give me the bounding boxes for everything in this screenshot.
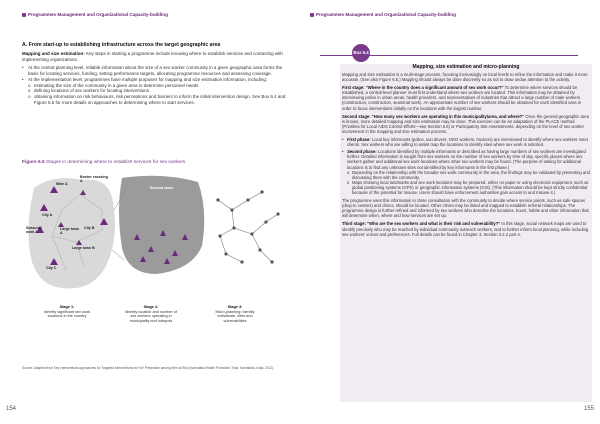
box-sub-bullet: o Depending on the relationship with the broader sex work community in the area, the findings may be validated by presenting and discussing them with the community.	[347, 169, 590, 180]
stage-2-caption: Stage 2: Identify location and number of sex workers operating in municipality and hotspots	[125, 305, 177, 323]
box-bullet: • Second phase: Locations identified by multiple informants or described as having large numbers of sex workers are investigated further. Detailed information is sought from sex workers on the number of sex workers by time of day, specific places where sex workers gather and additional sex work locations where other sex workers may be found. (The purpose of asking for additional locations is to find any unknown sites not identified by key informants in the first phase.)	[342, 149, 586, 170]
location-marker	[80, 190, 86, 195]
map-label-seasonal: Seasonal work A	[26, 226, 42, 234]
box-paragraph: Third stage: "Who are the sex workers and what is their risk and vulnerability?" In this stage, social network maps are used to identify precisely who may be reached by individual community outreach workers, and to further inform local planning, while including sex workers' voices and preferences. Full details can be found in Chapter 3, Section 3.2.2 part A.	[342, 221, 589, 237]
box-paragraph: First stage: "Where in the country does a significant amount of sex work occur?" To determine where services should be established, a central-level planner must first understand where sex workers are located. This information may be obtained by interviewing police in urban areas, health providers, and representatives of industries that attract a large number of male workers (construction, construction, seasonal work). An approximate number of sex workers should be obtained for each identified area in order to focus interventions initially on the locations with the largest number.	[342, 85, 582, 111]
box-sub-bullet: o Maps showing local landmarks and sex work locations may be prepared, either on paper or using electronic equipment, such as global positioning systems (GPS) or geographic information systems (GIS). (This information should be kept strictly confidential because of the potential for misuse. Users should have enforcement authorities gain access to and misuse it.)	[347, 179, 589, 195]
page-number-right: 155	[583, 406, 594, 412]
stage-1-caption: Stage 1: Identify significant sex work locations in the country	[43, 305, 91, 318]
box-bullet: • First phase: Local key informants (police, taxi drivers, NGO workers, truckers) are interviewed to identify where sex workers meet clients. Sex workers who are willing to assist map the locations to identify sites where sex work is solicited.	[342, 137, 588, 148]
map-label-city-c: City C	[46, 266, 57, 270]
map-label-large-town-b: Large town B	[72, 246, 95, 250]
figure-caption: Figure 6.5 Stages in determining where to establish services for sex workers	[22, 160, 186, 165]
box-tag: Box 6.4	[352, 44, 370, 62]
running-head-marker	[310, 13, 314, 17]
right-page	[300, 0, 600, 424]
section-title: A. From start-up to establishing infrastructure across the target geographic area	[22, 42, 221, 48]
page-number-left: 154	[6, 406, 17, 412]
zoom-connector	[112, 250, 124, 260]
map-label-second-zoom: Second zoom	[150, 186, 174, 190]
figure-source: Source: Adapted from Key Interventions Approaches for Targeted Interventions for HIV Prevention among Men at Risk (Karnataka Health Promotion Trust, Karnataka, India, 2012).	[22, 366, 275, 370]
intro-paragraph: Mapping and size estimation: Key steps in starting a programme include knowing where to establish services and contacting with implementing organizations.	[22, 51, 283, 62]
location-marker	[100, 218, 108, 225]
box-paragraph: The programme uses this information in close consultation with the community to decide where service points, such as safe spaces (drop-in centres) and clinics, should be located. Other clinics may be listed and mapped to establish referral relationships. The programme design is further refined and informed by sex workers who describe the locations, hours, habits and other information that will determine when, where and how services are set up.	[342, 198, 589, 219]
location-marker	[76, 240, 82, 245]
figure-maps	[22, 170, 288, 298]
social-network-diagram	[218, 192, 278, 262]
box-title: Mapping, size estimation and micro-planning	[412, 64, 520, 70]
sub-bullet-item: o defining locations of sex workers for locating interventions	[28, 88, 150, 94]
running-head-left: Programmes Management and Organizational Capacity-building	[22, 12, 168, 17]
sub-bullet-item: o estimating the size of the community in a given area to determine personnel needs	[28, 82, 199, 88]
map-label-city-a: City A	[42, 213, 53, 217]
location-marker	[50, 186, 58, 193]
municipality-map	[119, 176, 204, 274]
map-label-city-b: City B	[84, 226, 95, 230]
sub-bullet-item: o obtaining information on risk behaviours, risk perceptions and barriers to inform the initial intervention design. See Box 6.4 and Figure 6.5 for more details on approaches to determining where to start services.	[28, 93, 286, 105]
bullet-item: • At the implementation level, programmes have multiple purposes for mapping and size estimation information, including:	[22, 77, 268, 83]
map-label-border-crossing: Border crossing A	[80, 175, 108, 183]
map-label-mine-a: Mine A	[56, 182, 68, 186]
box-paragraph: Mapping and size estimation is a multi-stage process, focusing increasingly on local levels to refine the information and make it more accurate. (See also Figure 6.5.) Mapping should always be done discreetly so as not to draw undue attention to the activity.	[342, 72, 588, 83]
stage-3-caption: Stage 3: Micro-planning: identify individuals, sites and vulnerabilities	[215, 305, 255, 323]
network-nodes	[216, 190, 279, 263]
box-content	[342, 72, 590, 237]
bullet-item: • At the central planning level, reliable information about the size of a sex worker community in a given geographic area forms the basis for locating services, funding, setting performance targets, allocating programme resources and assessing coverage.	[22, 65, 283, 76]
location-marker	[40, 204, 48, 211]
map-label-large-town-a: Large town A	[60, 227, 80, 235]
location-marker	[50, 258, 58, 265]
bullet-list	[22, 65, 288, 105]
running-head-marker	[22, 13, 26, 17]
box-paragraph: Second stage: "How many sex workers are operating in this municipality/area, and where?" Once the general geographic area is known, more detailed mapping and size estimation may be done. This exercise can be an adaptation of the PLACE method (Priorities for Local AIDS Control Efforts—see Section 6.6) or Participatory Site Assessments, depending on the level of sex worker involvement in the mapping and size estimation process.	[342, 113, 589, 134]
running-head-right: Programmes Management and Organizational Capacity-building	[310, 12, 456, 17]
